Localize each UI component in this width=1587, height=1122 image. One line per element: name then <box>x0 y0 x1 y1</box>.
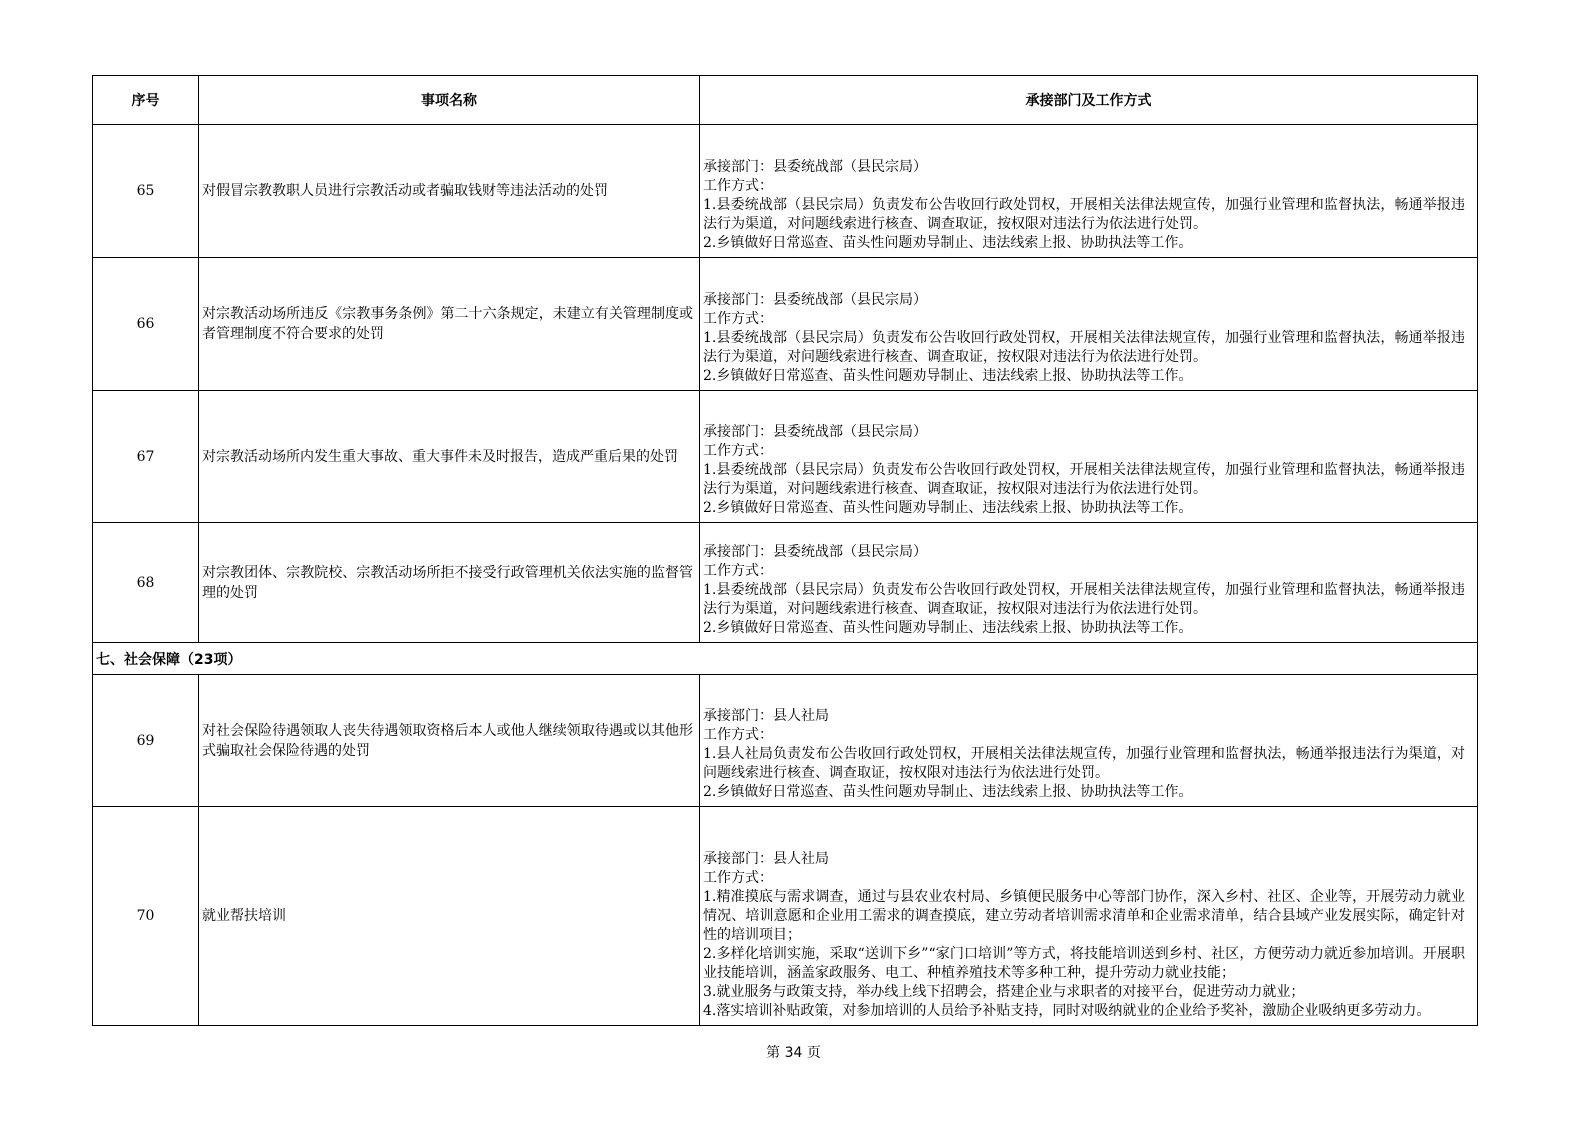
dept-line: 工作方式： <box>703 870 773 886</box>
dept-line: 1.精准摸底与需求调查，通过与县农业农村局、乡镇便民服务中心等部门协作，深入乡村、社区、企业等，开展劳动力就业情况、培训意愿和企业用工需求的调查摸底，建立劳动者培训需求清单和企业需求清单，结合县域产业发展实际，确定针对性的培训项目； <box>703 889 1465 943</box>
dept-line: 1.县委统战部（县民宗局）负责发布公告收回行政处罚权，开展相关法律法规宣传，加强行业管理和监督执法，畅通举报违法行为渠道，对问题线索进行核查、调查取证，按权限对违法行为依法进行处罚。 <box>703 330 1465 365</box>
dept-line: 工作方式： <box>703 311 773 327</box>
dept-line: 2.多样化培训实施，采取“送训下乡”“家门口培训”等方式，将技能培训送到乡村、社区，方便劳动力就近参加培训。开展职业技能培训，涵盖家政服务、电工、种植养殖技术等多种工种，提升劳动力就业技能； <box>703 946 1465 981</box>
matters-table <box>92 75 1478 1026</box>
header-dept: 承接部门及工作方式 <box>700 76 1478 125</box>
table-row <box>93 391 1478 523</box>
dept-line: 承接部门：县人社局 <box>703 851 829 867</box>
dept-line: 1.县人社局负责发布公告收回行政处罚权，开展相关法律法规宣传，加强行业管理和监督执法，畅通举报违法行为渠道，对问题线索进行核查、调查取证，按权限对违法行为依法进行处罚。 <box>703 746 1465 781</box>
row-name: 对社会保险待遇领取人丧失待遇领取资格后本人或他人继续领取待遇或以其他形式骗取社会保险待遇的处罚 <box>199 675 700 807</box>
row-name: 对假冒宗教教职人员进行宗教活动或者骗取钱财等违法活动的处罚 <box>199 125 700 258</box>
dept-line: 3.就业服务与政策支持，举办线上线下招聘会，搭建企业与求职者的对接平台，促进劳动力就业； <box>703 984 1305 1000</box>
row-name: 对宗教团体、宗教院校、宗教活动场所拒不接受行政管理机关依法实施的监督管理的处罚 <box>199 523 700 643</box>
dept-line: 2.乡镇做好日常巡查、苗头性问题劝导制止、违法线索上报、协助执法等工作。 <box>703 784 1193 800</box>
dept-line: 工作方式： <box>703 563 773 579</box>
dept-line: 承接部门：县委统战部（县民宗局） <box>703 424 927 440</box>
dept-line: 承接部门：县委统战部（县民宗局） <box>703 292 927 308</box>
table-header-row <box>93 76 1478 125</box>
row-seq: 65 <box>93 125 199 258</box>
header-name: 事项名称 <box>199 76 700 125</box>
row-name: 对宗教活动场所内发生重大事故、重大事件未及时报告，造成严重后果的处罚 <box>199 391 700 523</box>
row-dept <box>700 125 1478 258</box>
row-seq: 66 <box>93 258 199 391</box>
dept-line: 承接部门：县人社局 <box>703 708 829 724</box>
row-name: 对宗教活动场所违反《宗教事务条例》第二十六条规定，未建立有关管理制度或者管理制度不符合要求的处罚 <box>199 258 700 391</box>
row-seq: 67 <box>93 391 199 523</box>
row-seq: 68 <box>93 523 199 643</box>
dept-line: 4.落实培训补贴政策，对参加培训的人员给予补贴支持，同时对吸纳就业的企业给予奖补，激励企业吸纳更多劳动力。 <box>703 1003 1431 1019</box>
table-row <box>93 675 1478 807</box>
row-dept <box>700 807 1478 1026</box>
dept-line: 工作方式： <box>703 443 773 459</box>
row-dept <box>700 258 1478 391</box>
dept-line: 承接部门：县委统战部（县民宗局） <box>703 159 927 175</box>
dept-line: 2.乡镇做好日常巡查、苗头性问题劝导制止、违法线索上报、协助执法等工作。 <box>703 368 1193 384</box>
header-seq: 序号 <box>93 76 199 125</box>
dept-line: 1.县委统战部（县民宗局）负责发布公告收回行政处罚权，开展相关法律法规宣传，加强行业管理和监督执法，畅通举报违法行为渠道，对问题线索进行核查、调查取证，按权限对违法行为依法进行处罚。 <box>703 582 1465 617</box>
row-dept <box>700 523 1478 643</box>
dept-line: 工作方式： <box>703 178 773 194</box>
section-title: 七、社会保障（23项） <box>93 643 1478 675</box>
row-dept <box>700 675 1478 807</box>
row-seq: 69 <box>93 675 199 807</box>
table-row <box>93 258 1478 391</box>
table-row <box>93 125 1478 258</box>
dept-line: 工作方式： <box>703 727 773 743</box>
table-row <box>93 523 1478 643</box>
dept-line: 2.乡镇做好日常巡查、苗头性问题劝导制止、违法线索上报、协助执法等工作。 <box>703 500 1193 516</box>
row-name: 就业帮扶培训 <box>199 807 700 1026</box>
page-number: 第 34 页 <box>766 1045 821 1061</box>
row-dept <box>700 391 1478 523</box>
dept-line: 承接部门：县委统战部（县民宗局） <box>703 544 927 560</box>
dept-line: 2.乡镇做好日常巡查、苗头性问题劝导制止、违法线索上报、协助执法等工作。 <box>703 235 1193 251</box>
table-row <box>93 807 1478 1026</box>
dept-line: 2.乡镇做好日常巡查、苗头性问题劝导制止、违法线索上报、协助执法等工作。 <box>703 620 1193 636</box>
section-row <box>93 643 1478 675</box>
row-seq: 70 <box>93 807 199 1026</box>
dept-line: 1.县委统战部（县民宗局）负责发布公告收回行政处罚权，开展相关法律法规宣传，加强行业管理和监督执法，畅通举报违法行为渠道，对问题线索进行核查、调查取证，按权限对违法行为依法进行处罚。 <box>703 462 1465 497</box>
dept-line: 1.县委统战部（县民宗局）负责发布公告收回行政处罚权，开展相关法律法规宣传，加强行业管理和监督执法，畅通举报违法行为渠道，对问题线索进行核查、调查取证，按权限对违法行为依法进行处罚。 <box>703 197 1465 232</box>
